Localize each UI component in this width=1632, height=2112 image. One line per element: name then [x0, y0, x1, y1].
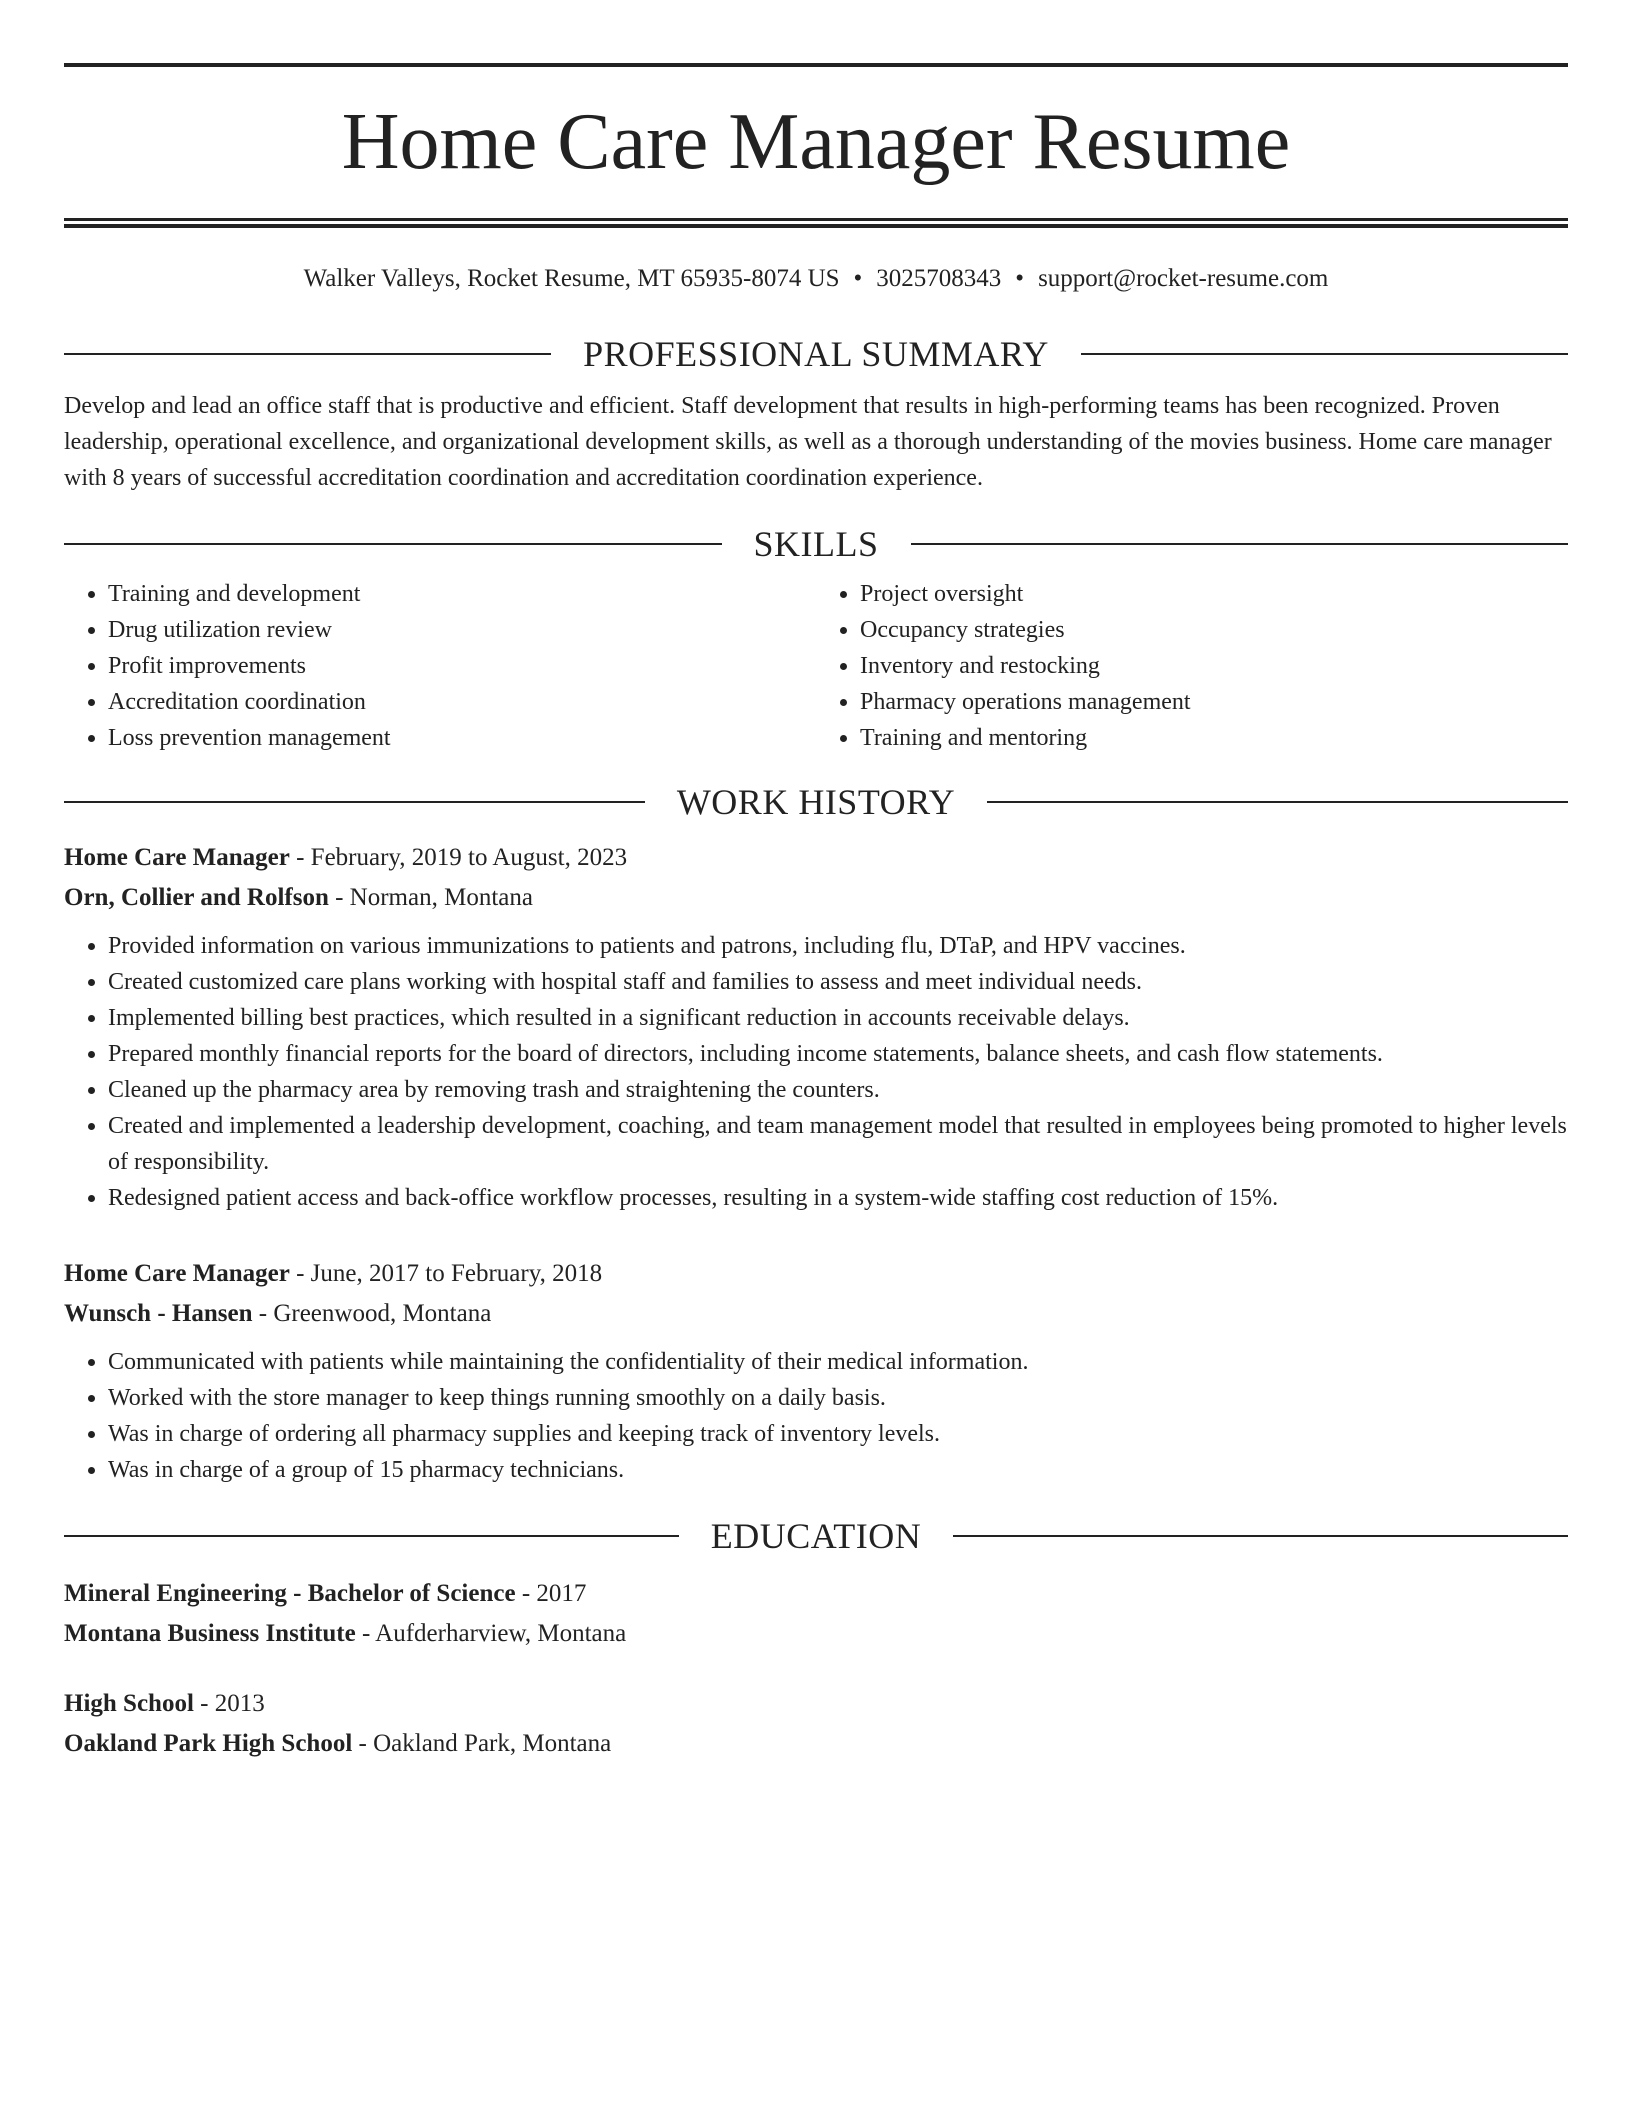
- skill-item: • Accreditation coordination: [108, 684, 816, 720]
- education-degree: Mineral Engineering - Bachelor of Science: [64, 1580, 516, 1607]
- heading-rule-right: [911, 543, 1569, 545]
- education-school-line: [64, 1724, 1568, 1764]
- heading-rule-left: [64, 1535, 679, 1537]
- job-bullet: • Created and implemented a leadership development, coaching, and team management model that resulted in employees being promoted to higher levels of responsibility.: [108, 1108, 1568, 1180]
- education-school-line: [64, 1614, 1568, 1654]
- skill-item: • Training and development: [108, 576, 816, 612]
- section-heading-skills: [64, 522, 1568, 566]
- title-double-rule: [64, 218, 1568, 228]
- job-bullet: • Communicated with patients while maintaining the confidentiality of their medical information.: [108, 1344, 1568, 1380]
- job-company: Orn, Collier and Rolfson: [64, 884, 329, 911]
- education-entry: [64, 1574, 1568, 1654]
- job-company-line: [64, 878, 1568, 918]
- job-title: Home Care Manager: [64, 1260, 290, 1287]
- heading-rule-left: [64, 353, 551, 355]
- education-degree-line: [64, 1684, 1568, 1724]
- heading-rule-right: [1081, 353, 1568, 355]
- job-bullet: • Prepared monthly financial reports for the board of directors, including income statements, balance sheets, and cash flow statements.: [108, 1036, 1568, 1072]
- job-company-line: [64, 1294, 1568, 1334]
- contact-email: support@rocket-resume.com: [1038, 265, 1329, 292]
- education-year: - 2013: [193, 1690, 265, 1717]
- education-degree-line: [64, 1574, 1568, 1614]
- education-school: Oakland Park High School: [64, 1730, 353, 1757]
- heading-rule-left: [64, 543, 722, 545]
- skill-item: • Project oversight: [860, 576, 1568, 612]
- skills-column-right: [816, 576, 1568, 756]
- job-bullets: [64, 1344, 1568, 1488]
- job-bullets: [64, 928, 1568, 1216]
- job-entry: [64, 1254, 1568, 1488]
- job-bullet: • Was in charge of a group of 15 pharmacy technicians.: [108, 1452, 1568, 1488]
- section-heading-summary: [64, 332, 1568, 376]
- job-entry: [64, 838, 1568, 1216]
- skills-column-left: [64, 576, 816, 756]
- job-title: Home Care Manager: [64, 844, 290, 871]
- job-bullet: • Cleaned up the pharmacy area by removing trash and straightening the counters.: [108, 1072, 1568, 1108]
- skill-item: • Profit improvements: [108, 648, 816, 684]
- heading-rule-right: [987, 801, 1568, 803]
- contact-phone: 3025708343: [876, 265, 1002, 292]
- section-heading-work: [64, 780, 1568, 824]
- job-bullet: • Was in charge of ordering all pharmacy supplies and keeping track of inventory levels.: [108, 1416, 1568, 1452]
- skills-list: [64, 576, 1568, 756]
- education-entry: [64, 1684, 1568, 1764]
- job-location: - Greenwood, Montana: [252, 1300, 492, 1327]
- contact-address: Walker Valleys, Rocket Resume, MT 65935-8074 US: [303, 265, 840, 292]
- top-rule: [64, 63, 1568, 67]
- contact-line: [64, 263, 1568, 295]
- education-location: - Aufderharview, Montana: [355, 1620, 627, 1647]
- job-dates: - June, 2017 to February, 2018: [289, 1260, 603, 1287]
- job-location: - Norman, Montana: [328, 884, 533, 911]
- contact-separator: •: [853, 265, 863, 292]
- section-heading-label: SKILLS: [753, 524, 879, 564]
- education-degree: High School: [64, 1690, 194, 1717]
- job-bullet: • Provided information on various immunizations to patients and patrons, including flu, DTaP, and HPV vaccines.: [108, 928, 1568, 964]
- skill-item: • Occupancy strategies: [860, 612, 1568, 648]
- section-heading-label: PROFESSIONAL SUMMARY: [583, 334, 1049, 374]
- summary-paragraph: Develop and lead an office staff that is productive and efficient. Staff development that results in high-performing teams has been recognized. Proven leadership, operational excellence, and organizational development skills, as well as a thorough understanding of the movies business. Home care manager with 8 years of successful accreditation coordination and accreditation coordination experience.: [64, 393, 1552, 491]
- job-title-line: [64, 1254, 1568, 1294]
- job-bullet: • Redesigned patient access and back-office workflow processes, resulting in a system-wide staffing cost reduction of 15%.: [108, 1180, 1568, 1216]
- contact-separator: •: [1015, 265, 1025, 292]
- skill-item: • Inventory and restocking: [860, 648, 1568, 684]
- section-heading-education: [64, 1514, 1568, 1558]
- job-bullet: • Implemented billing best practices, which resulted in a significant reduction in accounts receivable delays.: [108, 1000, 1568, 1036]
- section-heading-label: EDUCATION: [710, 1516, 922, 1556]
- job-bullet: • Worked with the store manager to keep things running smoothly on a daily basis.: [108, 1380, 1568, 1416]
- job-title-line: [64, 838, 1568, 878]
- job-bullet: • Created customized care plans working with hospital staff and families to assess and meet individual needs.: [108, 964, 1568, 1000]
- page-title: Home Care Manager Resume: [341, 98, 1291, 186]
- education-year: - 2017: [515, 1580, 587, 1607]
- job-dates: - February, 2019 to August, 2023: [289, 844, 628, 871]
- heading-rule-right: [953, 1535, 1568, 1537]
- education-location: - Oakland Park, Montana: [352, 1730, 612, 1757]
- skill-item: • Drug utilization review: [108, 612, 816, 648]
- education-school: Montana Business Institute: [64, 1620, 356, 1647]
- skill-item: • Training and mentoring: [860, 720, 1568, 756]
- skill-item: • Loss prevention management: [108, 720, 816, 756]
- heading-rule-left: [64, 801, 645, 803]
- skill-item: • Pharmacy operations management: [860, 684, 1568, 720]
- section-heading-label: WORK HISTORY: [676, 782, 956, 822]
- job-company: Wunsch - Hansen: [64, 1300, 253, 1327]
